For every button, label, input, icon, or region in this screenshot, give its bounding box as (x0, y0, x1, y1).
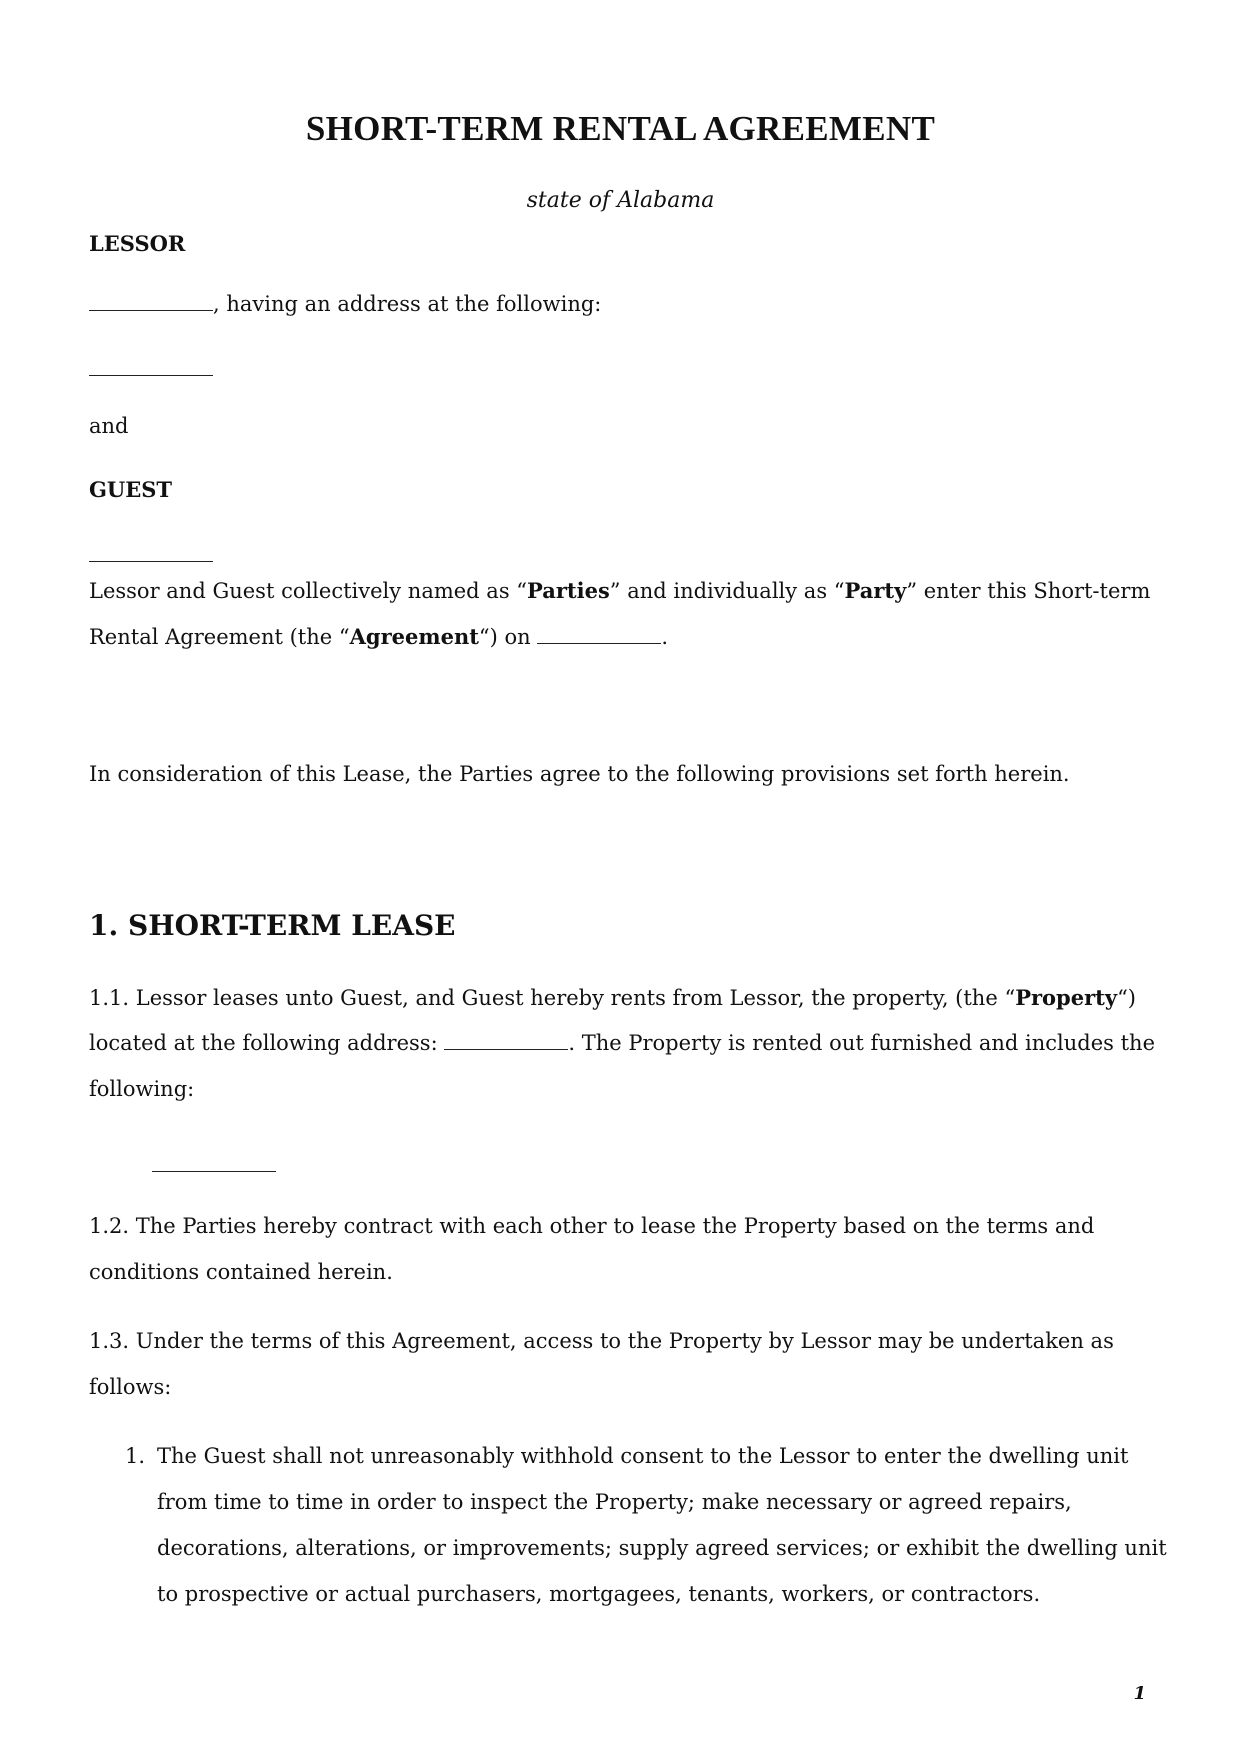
guest-name-blank (89, 561, 213, 562)
party-term: Party (844, 578, 907, 603)
clause-1-1-line-2 (89, 1031, 1155, 1055)
list-item-line-2: from time to time in order to inspect the Property; make necessary or agreed repairs, (157, 1490, 1072, 1514)
clause-1-1-line-1 (89, 985, 1136, 1010)
clause-1-1-text-c: located at the following address: (89, 1031, 445, 1055)
lessor-heading: LESSOR (89, 231, 186, 256)
list-item-line-1: The Guest shall not unreasonably withhold consent to the Lessor to enter the dwelling unit (157, 1444, 1129, 1468)
and-text: and (89, 414, 129, 438)
property-address-blank (444, 1031, 568, 1050)
clause-1-3-line-1: 1.3. Under the terms of this Agreement, access to the Property by Lessor may be undertaken as (89, 1329, 1114, 1353)
parties-term: Parties (527, 578, 610, 603)
clause-1-1-text-a: 1.1. Lessor leases unto Guest, and Guest hereby rents from Lessor, the property, (the “ (89, 986, 1016, 1010)
section-1-heading: 1. SHORT-TERM LEASE (89, 909, 456, 942)
agreement-date-blank (537, 625, 661, 644)
parties-text-3: ” enter this Short-term (906, 579, 1151, 603)
list-item-number: 1. (125, 1444, 146, 1468)
document-subtitle: state of Alabama (526, 188, 715, 213)
parties-text-5: “) on (478, 625, 538, 649)
clause-1-2-line-2: conditions contained herein. (89, 1260, 393, 1284)
parties-text-6: . (661, 625, 669, 649)
lessor-name-line (89, 292, 601, 316)
list-item-line-3: decorations, alterations, or improvements; supply agreed services; or exhibit the dwelling unit (157, 1536, 1167, 1560)
property-term: Property (1015, 985, 1118, 1010)
clause-1-2-line-1: 1.2. The Parties hereby contract with each other to lease the Property based on the terms and (89, 1214, 1095, 1238)
agreement-term: Agreement (349, 624, 479, 649)
consideration-text: In consideration of this Lease, the Parties agree to the following provisions set forth herein. (89, 762, 1070, 786)
lessor-address-text: , having an address at the following: (213, 292, 602, 316)
lessor-address-blank (89, 375, 213, 376)
guest-heading: GUEST (89, 477, 173, 502)
page-number: 1 (1133, 1683, 1146, 1704)
list-item-line-4: to prospective or actual purchasers, mortgagees, tenants, workers, or contractors. (157, 1582, 1041, 1606)
document-title: SHORT-TERM RENTAL AGREEMENT (305, 109, 936, 148)
parties-text-4: Rental Agreement (the “ (89, 625, 350, 649)
parties-text-1: Lessor and Guest collectively named as “ (89, 579, 528, 603)
furnishings-blank (152, 1171, 276, 1172)
parties-line-1 (89, 578, 1150, 603)
lessor-name-blank (89, 292, 213, 311)
clause-1-3-line-2: follows: (89, 1375, 172, 1399)
clause-1-1-line-3: following: (89, 1077, 195, 1101)
parties-text-2: ” and individually as “ (609, 579, 845, 603)
clause-1-1-text-b: “) (1117, 986, 1136, 1010)
clause-1-1-text-d: . The Property is rented out furnished and includes the (568, 1031, 1156, 1055)
parties-line-2 (89, 624, 668, 649)
